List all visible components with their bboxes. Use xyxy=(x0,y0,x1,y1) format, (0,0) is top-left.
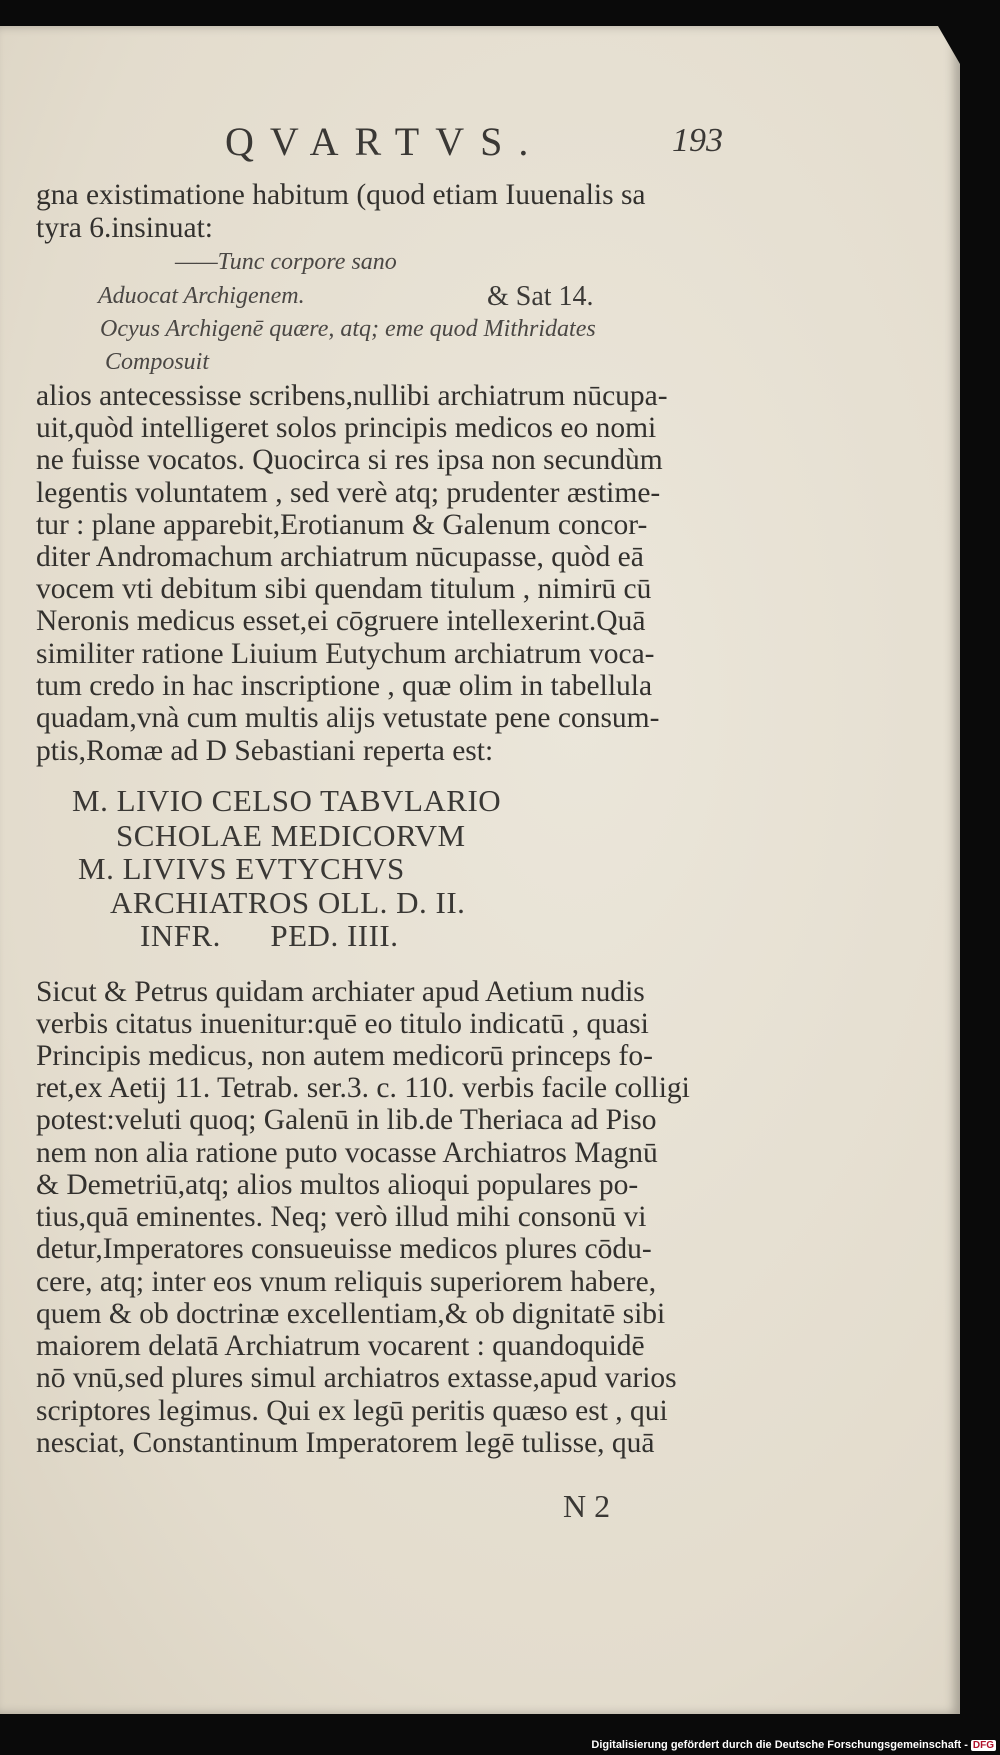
text-line: verbis citatus inuenitur:quē eo titulo indicatū , quasi xyxy=(36,1008,649,1040)
quote-reference: & Sat 14. xyxy=(487,281,594,312)
inscription-line: INFR. PED. IIII. xyxy=(140,918,399,953)
quote-line: Ocyus Archigenē quære, atq; eme quod Mithridates xyxy=(100,316,596,342)
quote-line: ——Tunc corpore sano xyxy=(175,249,397,275)
dfg-logo: DFG xyxy=(972,1740,994,1751)
text-line: ptis,Romæ ad D Sebastiani reperta est: xyxy=(36,735,494,767)
signature-mark: N 2 xyxy=(563,1488,611,1524)
text-line: maiorem delatā Archiatrum vocarent : quandoquidē xyxy=(36,1330,645,1362)
text-line: Sicut & Petrus quidam archiater apud Aetium nudis xyxy=(36,976,645,1008)
text-line: diter Andromachum archiatrum nūcupasse, quòd eā xyxy=(36,541,644,573)
page-number: 193 xyxy=(672,122,723,159)
text-line: uit,quòd intelligeret solos principis medicos eo nomi xyxy=(36,412,657,444)
text-line: nō vnū,sed plures simul archiatros extasse,apud varios xyxy=(36,1362,677,1394)
inscription-line: ARCHIATROS OLL. D. II. xyxy=(110,885,466,920)
text-line: potest:veluti quoq; Galenū in lib.de Theriaca ad Piso xyxy=(36,1104,657,1136)
text-line: vocem vti debitum sibi quendam titulum , nimirū cū xyxy=(36,573,652,605)
footer-text: Digitalisierung gefördert durch die Deutsche Forschungsgemeinschaft - xyxy=(591,1739,968,1751)
page-corner xyxy=(938,26,960,64)
text-line: ret,ex Aetij 11. Tetrab. ser.3. c. 110. verbis facile colligi xyxy=(36,1072,690,1104)
text-line: tius,quā eminentes. Neq; verò illud mihi consonū vi xyxy=(36,1201,647,1233)
text-line: nem non alia ratione puto vocasse Archiatros Magnū xyxy=(36,1137,658,1169)
text-line: tur : plane apparebit,Erotianum & Galenum concor- xyxy=(36,509,648,541)
quote-line: Composuit xyxy=(105,349,210,375)
text-line: ne fuisse vocatos. Quocirca si res ipsa non secundùm xyxy=(36,444,663,476)
text-line: alios antecessisse scribens,nullibi archiatrum nūcupa- xyxy=(36,380,668,412)
text-line: nesciat, Constantinum Imperatorem legē tulisse, quā xyxy=(36,1427,655,1459)
text-line: similiter ratione Liuium Eutychum archiatrum voca- xyxy=(36,638,655,670)
text-line: cere, atq; inter eos vnum reliquis superiorem habere, xyxy=(36,1266,657,1298)
text-line: detur,Imperatores consueuisse medicos plures cōdu- xyxy=(36,1233,652,1265)
quote-line: Aduocat Archigenem. xyxy=(98,283,305,309)
running-title: QVARTVS. xyxy=(225,119,545,164)
text-line: tum credo in hac inscriptione , quæ olim in tabellula xyxy=(36,670,653,702)
text-line: & Demetriū,atq; alios multos alioqui populares po- xyxy=(36,1169,639,1201)
text-line: legentis voluntatem , sed verè atq; prudenter æstime- xyxy=(36,477,661,509)
text-line: Principis medicus, non autem medicorū princeps fo- xyxy=(36,1040,653,1072)
inscription-line: SCHOLAE MEDICORVM xyxy=(116,818,466,853)
text-line: quadam,vnà cum multis alijs vetustate pene consum- xyxy=(36,702,660,734)
text-line: scriptores legimus. Qui ex legū peritis quæso est , qui xyxy=(36,1395,668,1427)
inscription-line: M. LIVIVS EVTYCHVS xyxy=(78,851,405,886)
digitization-footer xyxy=(591,1739,996,1751)
text-line: quem & ob doctrinæ excellentiam,& ob dignitatē sibi xyxy=(36,1298,666,1330)
text-line: Neronis medicus esset,ei cōgruere intellexerint.Quā xyxy=(36,605,646,637)
inscription-line: M. LIVIO CELSO TABVLARIO xyxy=(72,783,502,818)
text-line: gna existimatione habitum (quod etiam Iuuenalis sa xyxy=(36,179,646,211)
text-line: tyra 6.insinuat: xyxy=(36,212,213,244)
